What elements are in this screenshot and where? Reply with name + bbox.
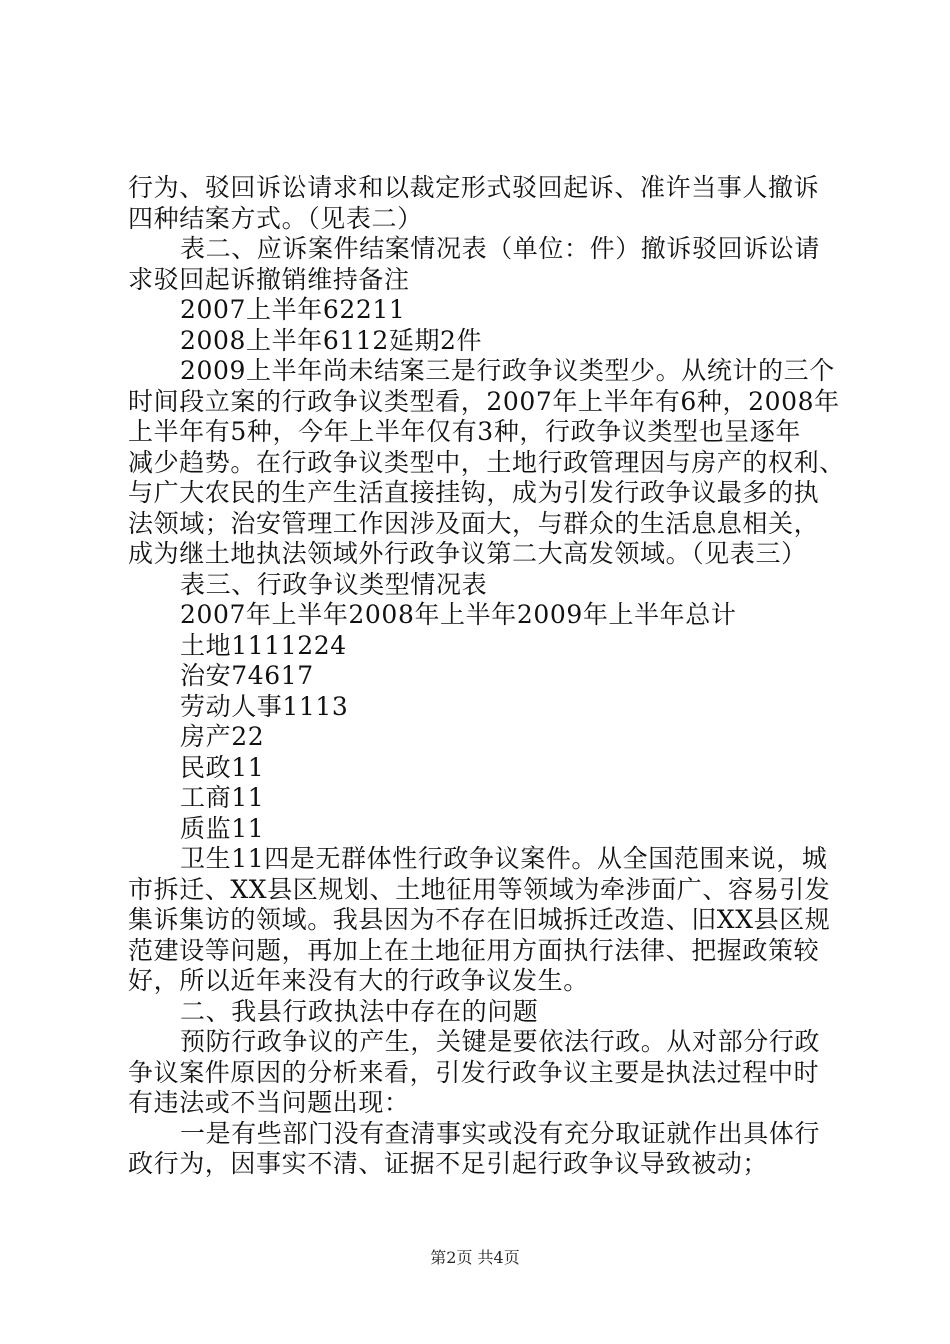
text-line-19: 房产22 (180, 722, 265, 751)
text-line-30: 争议案件原因的分析来看，引发行政争议主要是执法过程中时 (128, 1057, 820, 1087)
text-line-22: 质监11 (180, 813, 265, 843)
text-line-12: 法领域；治安管理工作因涉及面大，与群众的生活息息相关， (128, 508, 820, 538)
text-line-16: 土地1111224 (180, 630, 347, 660)
page-footer: 第2页 共4页 (430, 1248, 520, 1267)
text-line-26: 范建设等问题，再加上在土地征用方面执行法律、把握政策较 (128, 935, 820, 965)
text-line-24: 市拆迁、XX县区规划、土地征用等领域为牵涉面广、容易引发 (128, 874, 831, 904)
text-line-14: 表三、行政争议类型情况表 (180, 569, 488, 599)
text-line-29: 预防行政争议的产生，关键是要依法行政。从对部分行政 (180, 1027, 821, 1056)
text-line-25: 集诉集访的领域。我县因为不存在旧城拆迁改造、旧XX县区规 (128, 905, 831, 934)
text-line-6: 2008上半年6112延期2件 (180, 325, 483, 355)
text-line-10: 减少趋势。在行政争议类型中，土地行政管理因与房产的权利、 (128, 447, 845, 477)
text-line-5: 2007上半年62211 (180, 295, 406, 324)
text-line-20: 民政11 (180, 752, 265, 782)
document-body (128, 173, 845, 1180)
text-line-33: 政行为，因事实不清、证据不足引起行政争议导致被动； (128, 1149, 769, 1178)
text-line-27: 好，所以近年来没有大的行政争议发生。 (128, 966, 589, 995)
text-line-11: 与广大农民的生产生活直接挂钩，成为引发行政争议最多的执 (128, 478, 820, 507)
text-line-4: 求驳回起诉撤销维持备注 (128, 264, 410, 294)
text-line-3: 表二、应诉案件结案情况表（单位：件）撤诉驳回诉讼请 (180, 234, 821, 263)
text-line-9: 上半年有5种，今年上半年仅有3种，行政争议类型也呈逐年 (128, 417, 802, 446)
text-line-8: 时间段立案的行政争议类型看，2007年上半年有6种，2008年 (128, 386, 840, 416)
text-line-7: 2009上半年尚未结案三是行政争议类型少。从统计的三个 (180, 356, 835, 385)
text-line-28: 二、我县行政执法中存在的问题 (180, 996, 539, 1026)
text-line-15: 2007年上半年2008年上半年2009年上半年总计 (180, 600, 737, 629)
text-line-1: 行为、驳回诉讼请求和以裁定形式驳回起诉、准许当事人撤诉 (128, 173, 820, 202)
text-line-31: 有违法或不当问题出现： (128, 1088, 410, 1117)
text-line-2: 四种结案方式。（见表二） (128, 203, 423, 233)
text-line-23: 卫生11四是无群体性行政争议案件。从全国范围来说，城 (180, 844, 828, 873)
text-line-21: 工商11 (180, 783, 265, 812)
text-line-13: 成为继土地执法领域外行政争议第二大高发领域。（见表三） (128, 539, 807, 568)
text-line-18: 劳动人事1113 (180, 691, 349, 721)
text-line-32: 一是有些部门没有查清事实或没有充分取证就作出具体行 (180, 1118, 821, 1148)
text-line-17: 治安74617 (180, 661, 314, 690)
